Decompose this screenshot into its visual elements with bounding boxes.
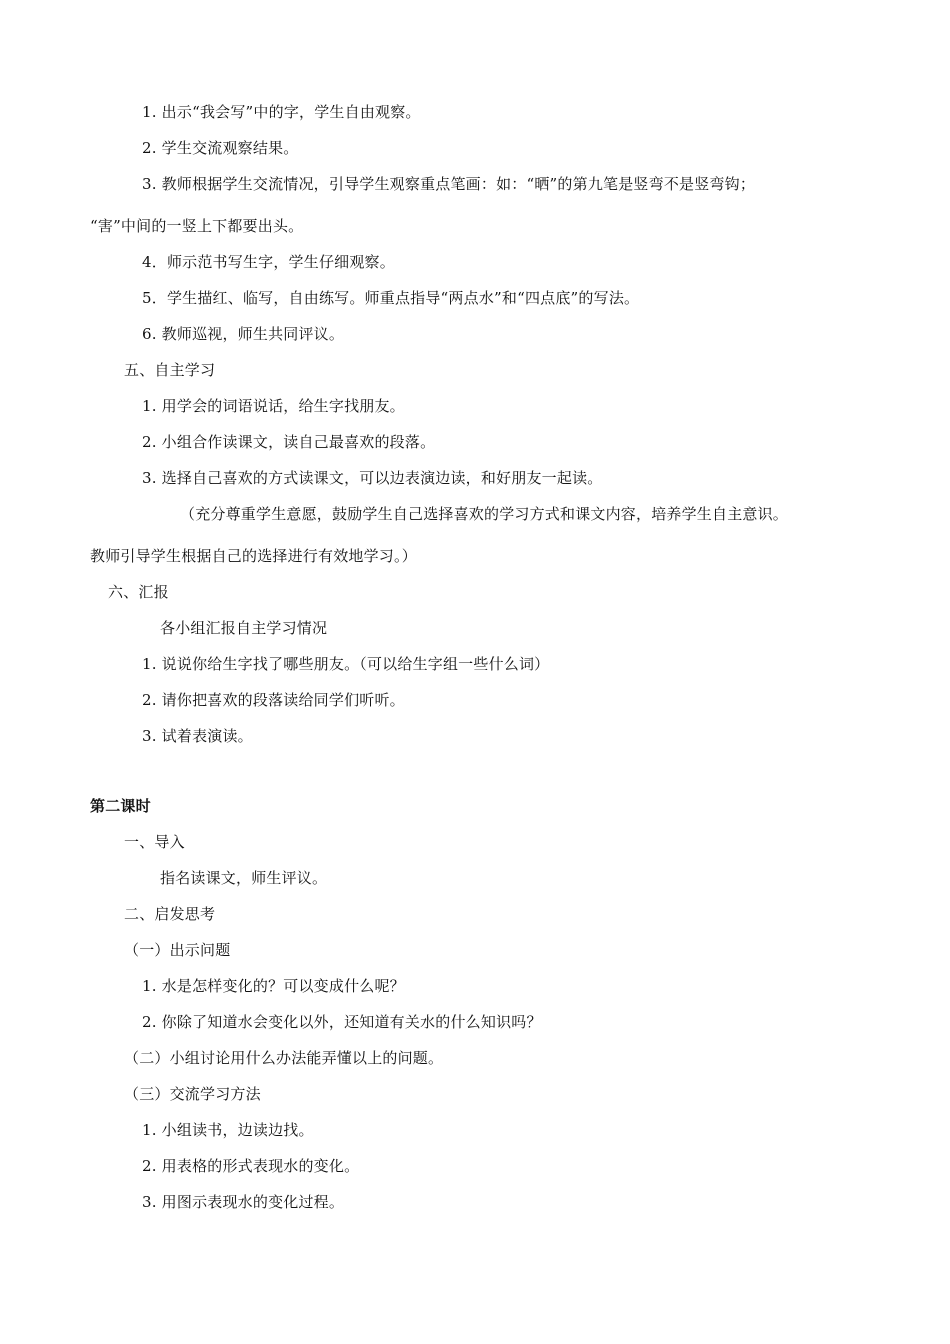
list-item: 2. 你除了知道水会变化以外，还知道有关水的什么知识吗？ [142, 1013, 542, 1031]
list-item: 1. 用学会的词语说话，给生字找朋友。 [142, 397, 405, 415]
list-item: 5．学生描红、临写，自由练写。师重点指导“两点水”和“四点底”的写法。 [142, 289, 640, 307]
subsection-heading: （一）出示问题 [124, 941, 231, 959]
list-item: 3. 用图示表现水的变化过程。 [142, 1193, 345, 1211]
section-intro: 各小组汇报自主学习情况 [160, 619, 328, 637]
list-item: 1. 水是怎样变化的？可以变成什么呢？ [142, 977, 405, 995]
list-item: 4．师示范书写生字，学生仔细观察。 [142, 253, 395, 271]
list-item: 3. 试着表演读。 [142, 727, 253, 745]
list-item: 3. 教师根据学生交流情况，引导学生观察重点笔画：如：“晒”的第九笔是竖弯不是竖弯钩； [142, 175, 756, 193]
list-item: 1. 出示“我会写”中的字，学生自由观察。 [142, 103, 421, 121]
subsection-heading: （二）小组讨论用什么办法能弄懂以上的问题。 [124, 1049, 444, 1067]
list-item: 2. 用表格的形式表现水的变化。 [142, 1157, 360, 1175]
note-text: （充分尊重学生意愿，鼓励学生自己选择喜欢的学习方式和课文内容，培养学生自主意识。 [180, 505, 789, 523]
list-item: 2. 请你把喜欢的段落读给同学们听听。 [142, 691, 405, 709]
section-heading: 五、自主学习 [124, 361, 216, 379]
lesson-title: 第二课时 [90, 797, 151, 815]
list-item: 1. 说说你给生字找了哪些朋友。（可以给生字组一些什么词） [142, 655, 550, 673]
subsection-heading: （三）交流学习方法 [124, 1085, 261, 1103]
list-item: 6. 教师巡视，师生共同评议。 [142, 325, 345, 343]
list-item: 3. 选择自己喜欢的方式读课文，可以边表演边读，和好朋友一起读。 [142, 469, 603, 487]
list-item-continuation: “害”中间的一竖上下都要出头。 [90, 217, 304, 235]
list-item: 1. 小组读书，边读边找。 [142, 1121, 314, 1139]
section-heading: 一、导入 [124, 833, 185, 851]
section-heading: 二、启发思考 [124, 905, 216, 923]
section-heading: 六、汇报 [108, 583, 169, 601]
note-text-continuation: 教师引导学生根据自己的选择进行有效地学习。） [90, 547, 417, 565]
paragraph: 指名读课文，师生评议。 [160, 869, 328, 887]
list-item: 2. 学生交流观察结果。 [142, 139, 299, 157]
list-item: 2. 小组合作读课文，读自己最喜欢的段落。 [142, 433, 436, 451]
